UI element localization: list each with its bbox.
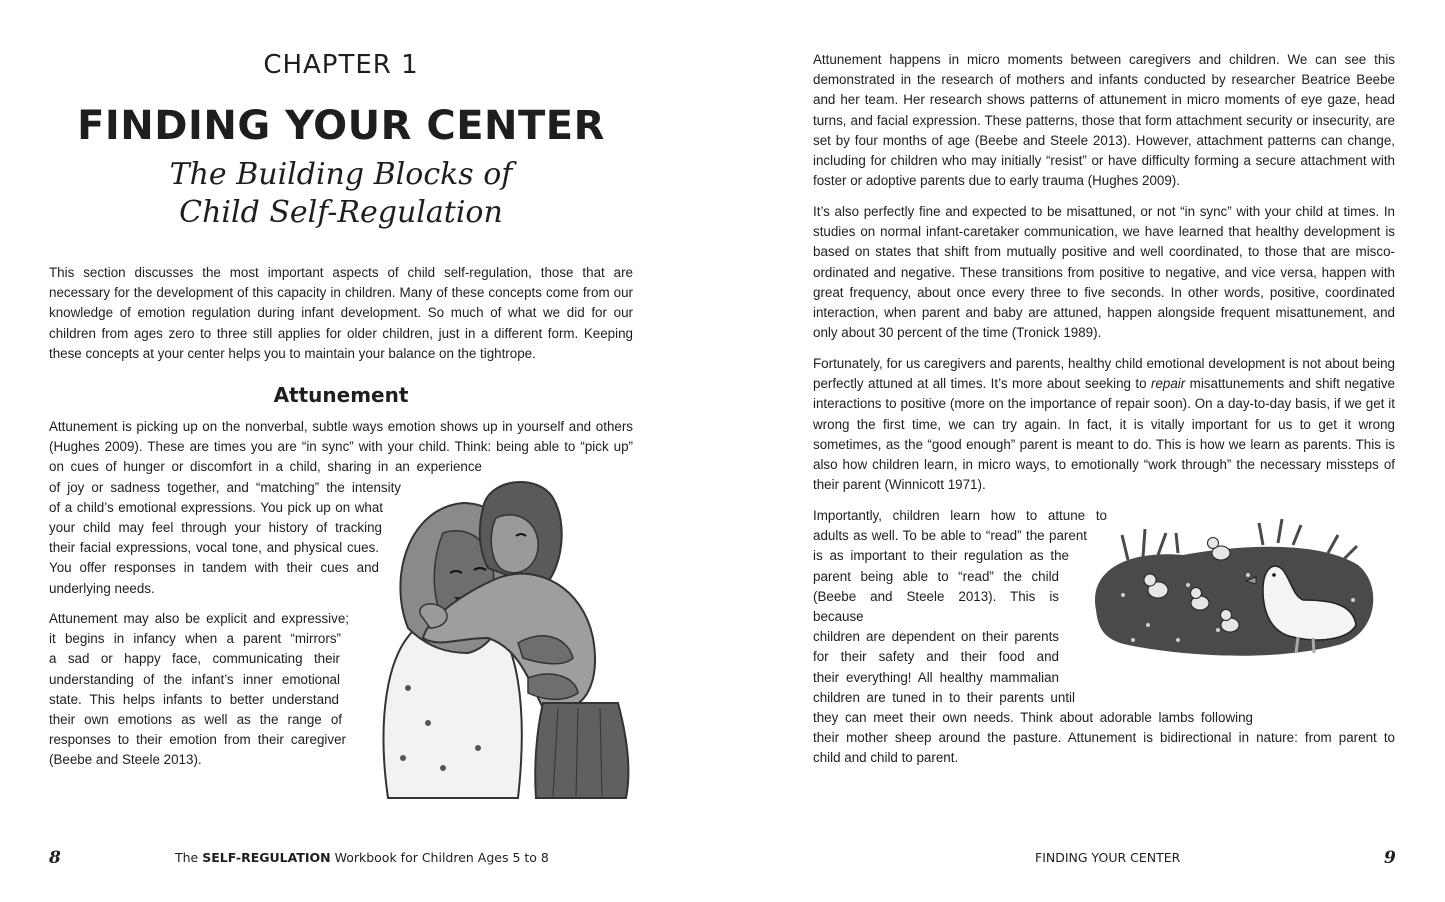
p3-emphasis: repair: [1151, 376, 1186, 392]
hug-illustration: [368, 478, 638, 803]
line: parent being able to “read” the child: [813, 568, 1059, 584]
line: children are tuned in to their parents until: [813, 689, 1075, 705]
line: understanding of the infant’s inner emotional: [49, 671, 340, 687]
page-number-right: 9: [1384, 848, 1396, 868]
page-number-left: 8: [49, 848, 61, 868]
attunement-paragraph-2: [49, 609, 349, 771]
line: Attunement may also be explicit and expressive;: [49, 611, 349, 626]
line: of joy or sadness together, and “matching” the intensity: [49, 479, 401, 495]
line: it begins in infancy when a parent “mirrors”: [49, 631, 341, 647]
chapter-label: CHAPTER 1: [263, 50, 419, 80]
line: You offer responses in tandem with their cues and: [49, 560, 379, 576]
p3-after: misattunements and shift negative interactions to positive (more on the importance of repair soon). On a day-to-day basis, if we get it wrong the first time, we can try again. In fact, it is vitally important for us to get it wrong sometimes, as the “good enough” parent is meant to do. This is how we learn as parents. This is also how children learn, in micro ways, to emotionally “work through” the necessary missteps of their parent (Winnicott 1971).: [813, 376, 1395, 493]
line: a sad or happy face, communicating their: [49, 651, 340, 667]
line: they can meet their own needs. Think about adorable lambs following: [813, 710, 1253, 726]
line: Importantly, children learn how to attune to: [813, 508, 1107, 523]
line: responses to their emotion from their caregiver: [49, 732, 346, 748]
chapter-title: FINDING YOUR CENTER: [77, 103, 605, 149]
line: (Hughes 2009). These are times you are “in sync” with your child. Think: being able to “pick up”: [49, 439, 633, 455]
section-heading: Attunement: [273, 383, 409, 407]
subtitle-line-1: The Building Blocks of: [169, 157, 513, 192]
ducks-illustration: [1088, 515, 1378, 665]
line: their own emotions as well as the range of: [49, 712, 342, 728]
paragraph-1: Attunement happens in micro moments between caregivers and children. We can see this demonstrated in the research of mothers and infants conducted by researcher Beatrice Beebe and her team. Her research shows patterns of attunement in micro moments of eye gaze, head turns, and facial expression. These patterns, those that form attachment security or insecurity, are set by four months of age (Beebe and Steele 2013). However, attachment patterns can change, including for children who may initially “resist” or have difficulty forming a secure attachment with foster or adoptive parents due to early trauma (Hughes 2009).: [813, 52, 1395, 189]
line: (Beebe and Steele 2013). This is because: [813, 588, 1059, 625]
line: adults as well. To be able to “read” the parent: [813, 528, 1087, 544]
running-footer-left: [175, 850, 549, 865]
subtitle-line-2: Child Self-Regulation: [179, 195, 503, 230]
line: on cues of hunger or discomfort in a child, sharing in an experience: [49, 459, 482, 475]
left-page: [0, 0, 722, 902]
footer-suffix: Workbook for Children Ages 5 to 8: [330, 850, 549, 865]
line: state. This helps infants to better understand: [49, 691, 339, 707]
line: child and child to parent.: [813, 750, 959, 766]
line: their facial expressions, vocal tone, and physical cues.: [49, 540, 379, 556]
line: Attunement is picking up on the nonverbal, subtle ways emotion shows up in yourself and others: [49, 419, 633, 434]
line: for their safety and their food and: [813, 649, 1059, 665]
footer-prefix: The: [175, 850, 203, 865]
chapter-subtitle: [49, 156, 633, 232]
paragraph-3: [813, 354, 1395, 495]
right-page: [722, 0, 1445, 902]
line: (Beebe and Steele 2013).: [49, 752, 202, 768]
paragraph-2: It’s also perfectly fine and expected to be misattuned, or not “in sync” with your child at times. In studies on normal infant-caretaker communication, we have learned that healthy development is based on states that shift from mutually positive and well coordinated, to those that are miscoordinated and negative. These transitions from positive to negative, and vice versa, happen with great frequency, about once every three to five seconds. In other words, positive, coordinated interaction, when parent and baby are attuned, happen alongside frequent misattunement, and only about 30 percent of the time (Tronick 1989).: [813, 204, 1395, 341]
running-head-right: FINDING YOUR CENTER: [1035, 850, 1181, 865]
line: is as important to their regulation as the: [813, 548, 1069, 564]
line: your child may feel through your history of tracking: [49, 520, 382, 536]
intro-paragraph: This section discusses the most important aspects of child self-regulation, those that are necessary for the development of this capacity in children. Many of these concepts come from our knowledge of emotion regulation during infant development. So much of what we did for our children from ages zero to three still applies for older children, just in a different form. Keeping these concepts at your center helps you to maintain your balance on the tightrope.: [49, 265, 633, 361]
line: their mother sheep around the pasture. Attunement is bidirectional in nature: from parent to: [813, 730, 1395, 746]
footer-bold: SELF-REGULATION: [202, 850, 331, 865]
line: children are dependent on their parents: [813, 629, 1059, 645]
line: their everything! All healthy mammalian: [813, 669, 1059, 685]
line: of a child’s emotional expressions. You pick up on what: [49, 499, 383, 515]
line: underlying needs.: [49, 580, 155, 596]
p3-before: Fortunately, for us caregivers and parents, healthy child emotional development is not about being perfectly attuned at all times. It’s more about seeking to: [813, 356, 1395, 392]
